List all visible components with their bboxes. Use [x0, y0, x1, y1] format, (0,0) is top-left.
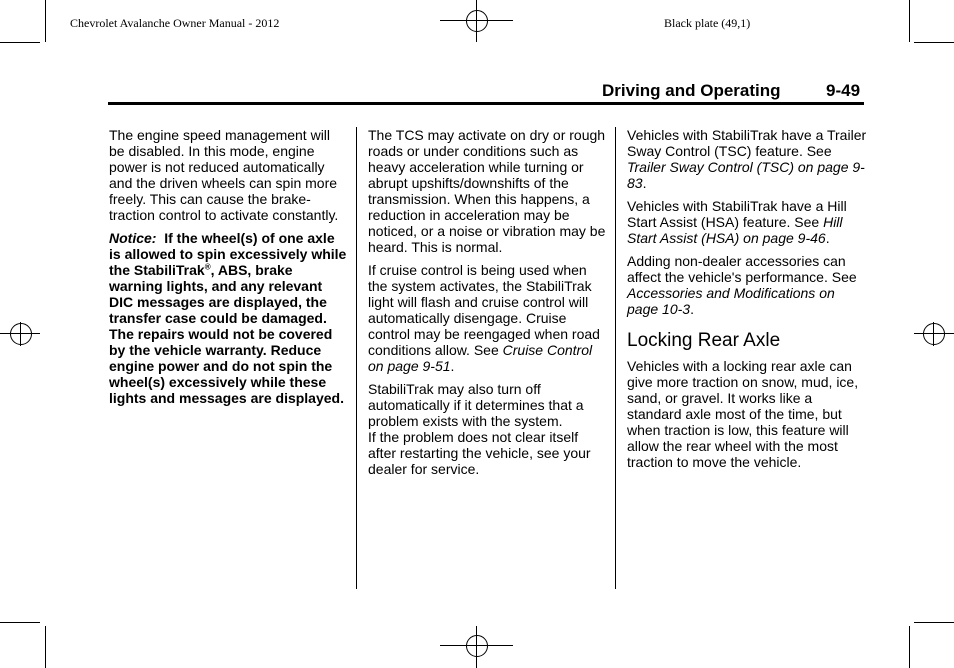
- paragraph: Vehicles with a locking rear axle can give more traction on snow, mud, ice, sand, or gravel. It works like a standard axle most of the time, but when traction is low, this feature will allow the rear wheel with the most traction to move the vehicle.: [627, 358, 859, 470]
- cross-reference-link[interactable]: Cruise Control on page 9-51: [368, 342, 593, 374]
- notice-text-continued: , ABS, brake warning lights, and any relevant DIC messages are displayed, the transfer case could be damaged. The repairs would not be covered by the vehicle warranty. Reduce engine power and do not spin the wheel(s) excessively while these lights and messages are displayed.: [109, 262, 344, 406]
- paragraph: Adding non-dealer accessories can affect the vehicle's performance. See Accessories and Modifications on page 10-3.: [627, 253, 857, 317]
- column-divider: [356, 127, 357, 589]
- paragraph: Vehicles with StabiliTrak have a Hill Start Assist (HSA) feature. See Hill Start Assist (HSA) on page 9-46.: [627, 198, 847, 246]
- section-heading: Locking Rear Axle: [627, 330, 781, 351]
- notice-paragraph: [109, 230, 349, 406]
- cross-reference-link[interactable]: Accessories and Modifications on page 10-3: [627, 285, 835, 317]
- paragraph: StabiliTrak may also turn off automatically if it determines that a problem exists with the system.: [368, 381, 584, 429]
- section-title: Driving and Operating: [602, 81, 781, 100]
- paragraph: The engine speed management will be disabled. In this mode, engine power is not reduced automatically and the driven wheels can spin more freely. This can cause the brake-traction control to activate constantly.: [109, 127, 339, 223]
- column-1: [109, 127, 349, 413]
- plate-label: Black plate (49,1): [664, 16, 751, 30]
- paragraph: If cruise control is being used when the system activates, the StabiliTrak light will flash and cruise control will automatically disengage. Cruise control may be reengaged when road conditions allow. See Cruise Control on page 9-51.: [368, 262, 600, 374]
- manual-title: Chevrolet Avalanche Owner Manual - 2012: [70, 16, 280, 30]
- column-divider: [615, 127, 616, 589]
- registered-mark: ®: [204, 262, 211, 272]
- notice-text: If the wheel(s) of one axle is allowed to spin excessively while the StabiliTrak: [109, 230, 347, 278]
- page-number: 9-49: [826, 81, 861, 100]
- header-rule: [108, 102, 864, 105]
- column-3: [627, 127, 867, 477]
- paragraph: The TCS may activate on dry or rough roads or under conditions such as heavy acceleration while turning or abrupt upshifts/downshifts of the transmission. When this happens, a reduction in acceleration may be noticed, or a noise or vibration may be heard. This is normal.: [368, 127, 606, 255]
- paragraph: If the problem does not clear itself after restarting the vehicle, see your dealer for service.: [368, 429, 591, 477]
- column-2: [368, 127, 608, 484]
- notice-label: Notice:: [109, 230, 157, 246]
- cross-reference-link[interactable]: Hill Start Assist (HSA) on page 9-46: [627, 214, 843, 246]
- paragraph: Vehicles with StabiliTrak have a Trailer Sway Control (TSC) feature. See Trailer Sway Control (TSC) on page 9-83.: [627, 127, 867, 191]
- cross-reference-link[interactable]: Trailer Sway Control (TSC) on page 9-83: [627, 159, 865, 191]
